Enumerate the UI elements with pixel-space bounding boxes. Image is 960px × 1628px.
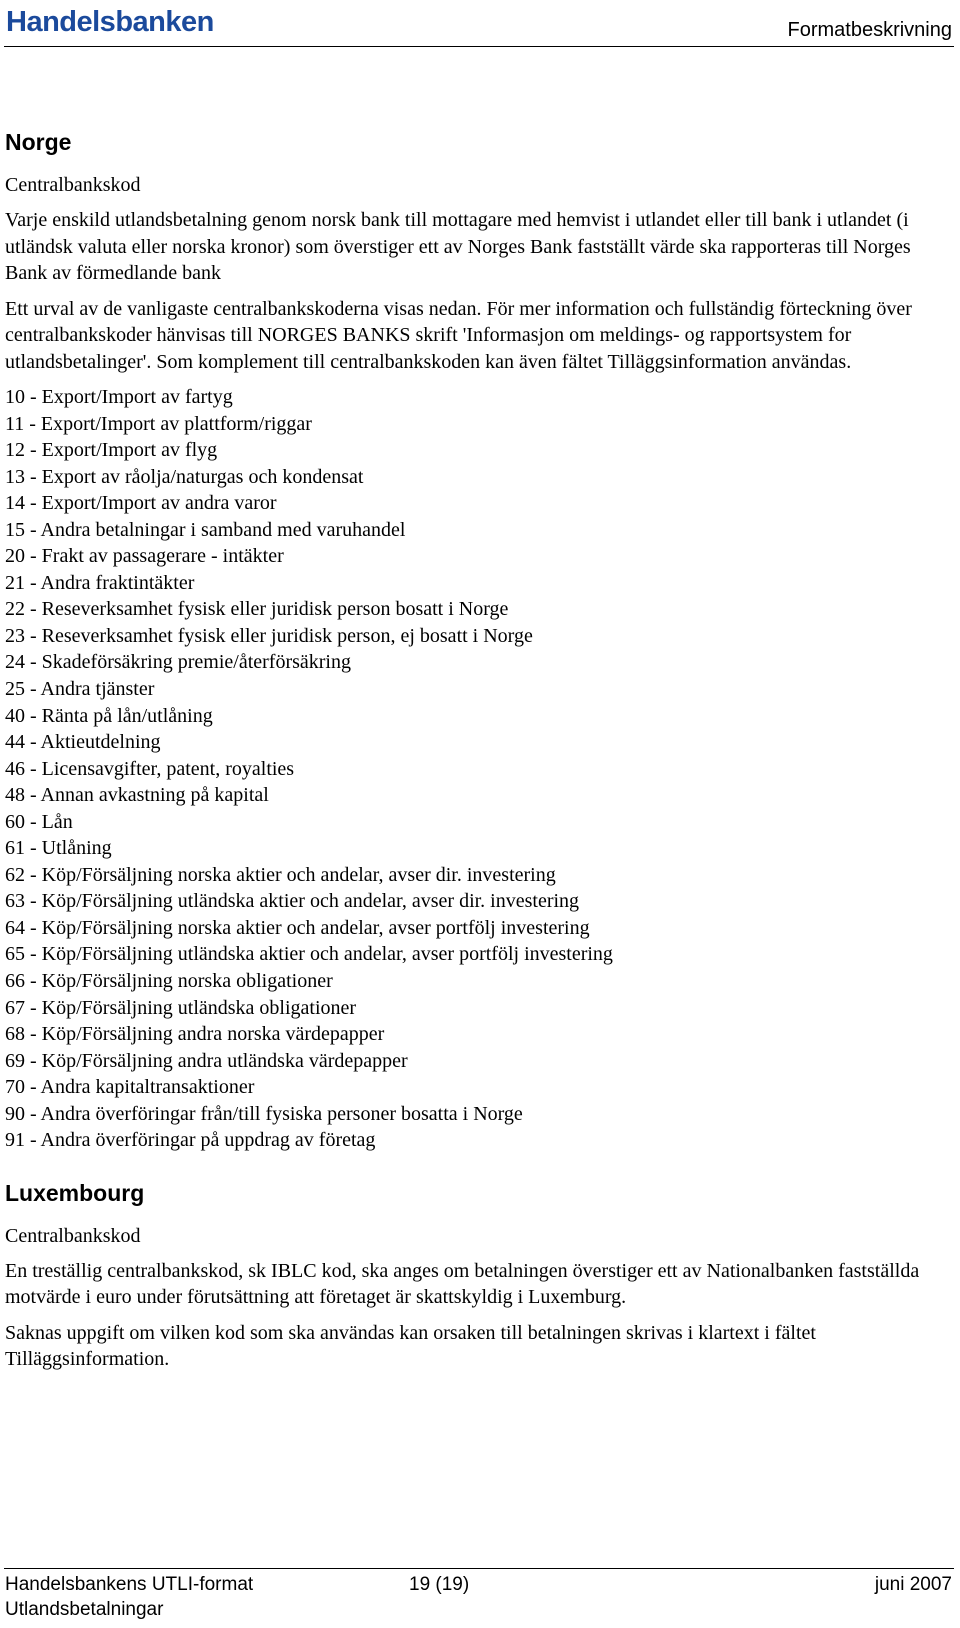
page-header xyxy=(4,6,954,47)
luxembourg-paragraph-2: Saknas uppgift om vilken kod som ska användas kan orsaken till betalningen skrivas i klartext i fältet Tilläggsinformation. xyxy=(5,1321,816,1371)
document-type-label: Formatbeskrivning xyxy=(787,19,952,41)
page-content xyxy=(5,127,945,1373)
code-list-item: 21 - Andra fraktintäkter xyxy=(5,571,195,594)
footer-date: juni 2007 xyxy=(874,1574,952,1595)
code-list-item: 62 - Köp/Försäljning norska aktier och andelar, avser dir. investering xyxy=(5,863,556,886)
norge-paragraph-1: Varje enskild utlandsbetalning genom norsk bank till mottagare med hemvist i utlandet eller till bank i utlandet (i utländsk valuta eller norska kronor) som överstiger ett av Norges Bank fastställt värde ska rapporteras till Norges Bank av förmedlande bank xyxy=(5,209,911,284)
code-list-item: 69 - Köp/Försäljning andra utländska värdepapper xyxy=(5,1049,408,1072)
code-list-item: 12 - Export/Import av flyg xyxy=(5,439,218,462)
code-list-item: 15 - Andra betalningar i samband med varuhandel xyxy=(5,518,406,541)
code-list-item: 46 - Licensavgifter, patent, royalties xyxy=(5,757,295,780)
code-list-item: 65 - Köp/Försäljning utländska aktier och andelar, avser portfölj investering xyxy=(5,943,613,966)
code-list-item: 13 - Export av råolja/naturgas och kondensat xyxy=(5,465,364,488)
code-list-item: 90 - Andra överföringar från/till fysiska personer bosatta i Norge xyxy=(5,1102,523,1125)
code-list-item: 23 - Reseverksamhet fysisk eller juridisk person, ej bosatt i Norge xyxy=(5,624,533,647)
code-list-item: 91 - Andra överföringar på uppdrag av företag xyxy=(5,1129,376,1152)
code-list-item: 63 - Köp/Försäljning utländska aktier och andelar, avser dir. investering xyxy=(5,890,580,913)
code-list-item: 60 - Lån xyxy=(5,810,73,833)
code-list-item: 14 - Export/Import av andra varor xyxy=(5,492,277,515)
code-list-item: 25 - Andra tjänster xyxy=(5,678,155,701)
section-norge xyxy=(5,127,945,1154)
footer-document-subtitle: Utlandsbetalningar xyxy=(5,1599,164,1620)
footer-document-name: Handelsbankens UTLI-format xyxy=(5,1574,254,1595)
norge-paragraph-2: Ett urval av de vanligaste centralbankskoderna visas nedan. För mer information och fullständig förteckning över centralbankskoder hänvisas till NORGES BANKS skrift 'Informasjon om meldings- og rapportsystem for utlandsbetalinger'. Som komplement till centralbankskoden kan även fältet Tilläggsinformation användas. xyxy=(5,297,912,373)
code-list-item: 66 - Köp/Försäljning norska obligationer xyxy=(5,970,333,993)
code-list-item: 61 - Utlåning xyxy=(5,837,112,860)
handelsbanken-logo: Handelsbanken xyxy=(6,6,214,38)
code-list-item: 20 - Frakt av passagerare - intäkter xyxy=(5,545,284,568)
section-subtitle-norge: Centralbankskod xyxy=(5,174,141,196)
section-subtitle-luxembourg: Centralbankskod xyxy=(5,1224,141,1247)
page-number: 19 (19) xyxy=(409,1574,470,1595)
code-list-item: 68 - Köp/Försäljning andra norska värdepapper xyxy=(5,1023,385,1046)
code-list-item: 64 - Köp/Försäljning norska aktier och andelar, avser portfölj investering xyxy=(5,916,590,939)
code-list-item: 10 - Export/Import av fartyg xyxy=(5,386,233,408)
footer-left xyxy=(5,1572,253,1622)
code-list-item: 22 - Reseverksamhet fysisk eller juridisk person bosatt i Norge xyxy=(5,598,509,621)
code-list-item: 48 - Annan avkastning på kapital xyxy=(5,784,269,807)
code-list-item: 11 - Export/Import av plattform/riggar xyxy=(5,412,312,435)
section-title-luxembourg: Luxembourg xyxy=(5,1179,145,1206)
luxembourg-paragraph-1: En treställig centralbankskod, sk IBLC kod, ska anges om betalningen överstiger ett av Nationalbanken fastställda motvärde i euro under förutsättning att företaget är skattskyldig i Luxemburg. xyxy=(5,1259,920,1309)
section-luxembourg xyxy=(5,1178,945,1373)
section-title-norge: Norge xyxy=(5,129,72,155)
code-list-item: 40 - Ränta på lån/utlåning xyxy=(5,704,213,727)
code-list-item: 70 - Andra kapitaltransaktioner xyxy=(5,1076,255,1099)
page-footer xyxy=(4,1568,954,1620)
code-list-item: 24 - Skadeförsäkring premie/återförsäkring xyxy=(5,651,351,674)
code-list-item: 67 - Köp/Försäljning utländska obligationer xyxy=(5,996,357,1019)
code-list-item: 44 - Aktieutdelning xyxy=(5,731,161,754)
central-bank-code-list xyxy=(5,384,945,1154)
